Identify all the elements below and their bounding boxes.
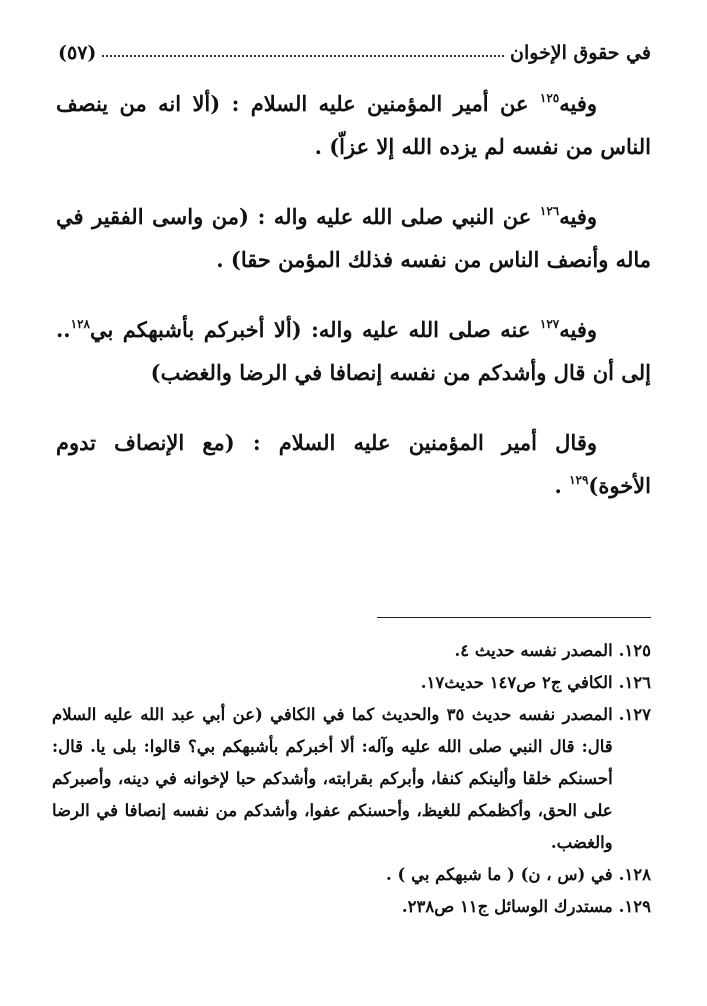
footnote-127: ١٢٧. المصدر نفسه حديث ٣٥ والحديث كما في الكافي (عن أبي عبد الله عليه السلام قال: قال النبي صلى الله عليه وآله: ألا أخبركم بأشبهكم بي؟ قالوا: بلى يا. قال: أحسنكم خلقا وألينكم كنفا، وأبركم بقرابته، وأشدكم حبا لإخوانه في دينه، وأصبركم على الحق، وأكظمكم للغيظ، وأحسنكم عفوا، وأشدكم من نفسه إنصافا في الرضا والغضب. <box>52 705 651 852</box>
footnote-ref-128: ١٢٨ <box>70 317 90 331</box>
footnote-129: ١٢٩. مستدرك الوسائل ج١١ ص٢٣٨. <box>401 897 651 916</box>
running-header <box>58 30 651 64</box>
footnote-ref-125: ١٢٥ <box>539 91 560 105</box>
footnote-ref-129: ١٢٩ <box>569 473 589 487</box>
paragraph-2: وفيه$^{١٢٦}$ عن النبي صلى الله عليه واله : (من واسى الفقير في ماله وأنصف الناس من نفسه فذلك المؤمن حقا) . <box>56 204 651 272</box>
header-title: في حقوق الإخوان <box>510 42 651 64</box>
header-dotted-leader <box>102 55 504 57</box>
footnote-ref-126: ١٢٦ <box>539 204 560 218</box>
footnote-125: ١٢٥. المصدر نفسه حديث ٤. <box>454 641 651 660</box>
footnote-126: ١٢٦. الكافي ج٢ ص١٤٧ حديث١٧. <box>420 673 651 692</box>
footnotes <box>52 635 651 923</box>
footnote-128: ١٢٨. في (س ، ن) ( ما شبهكم بي ) . <box>386 865 651 884</box>
paragraph-4: وقال أمير المؤمنين عليه السلام : (مع الإنصاف تدوم الأخوة)$^{١٢٩}$ . <box>56 430 651 498</box>
paragraph-1: وفيه$^{١٢٥}$ عن أمير المؤمنين عليه السلام : (ألا انه من ينصف الناس من نفسه لم يزده الله إلا عزاّ) . <box>56 91 651 159</box>
footnote-separator <box>377 617 651 618</box>
footnote-ref-127: ١٢٧ <box>539 317 560 331</box>
main-text <box>56 82 651 534</box>
page-number: (٥٧) <box>58 42 97 64</box>
paragraph-3: وفيه$^{١٢٧}$ عنه صلى الله عليه واله: (ألا أخبركم بأشبهكم بي$^{١٢٨}$.. إلى أن قال وأشدكم من نفسه إنصافا في الرضا والغضب) <box>56 317 651 385</box>
